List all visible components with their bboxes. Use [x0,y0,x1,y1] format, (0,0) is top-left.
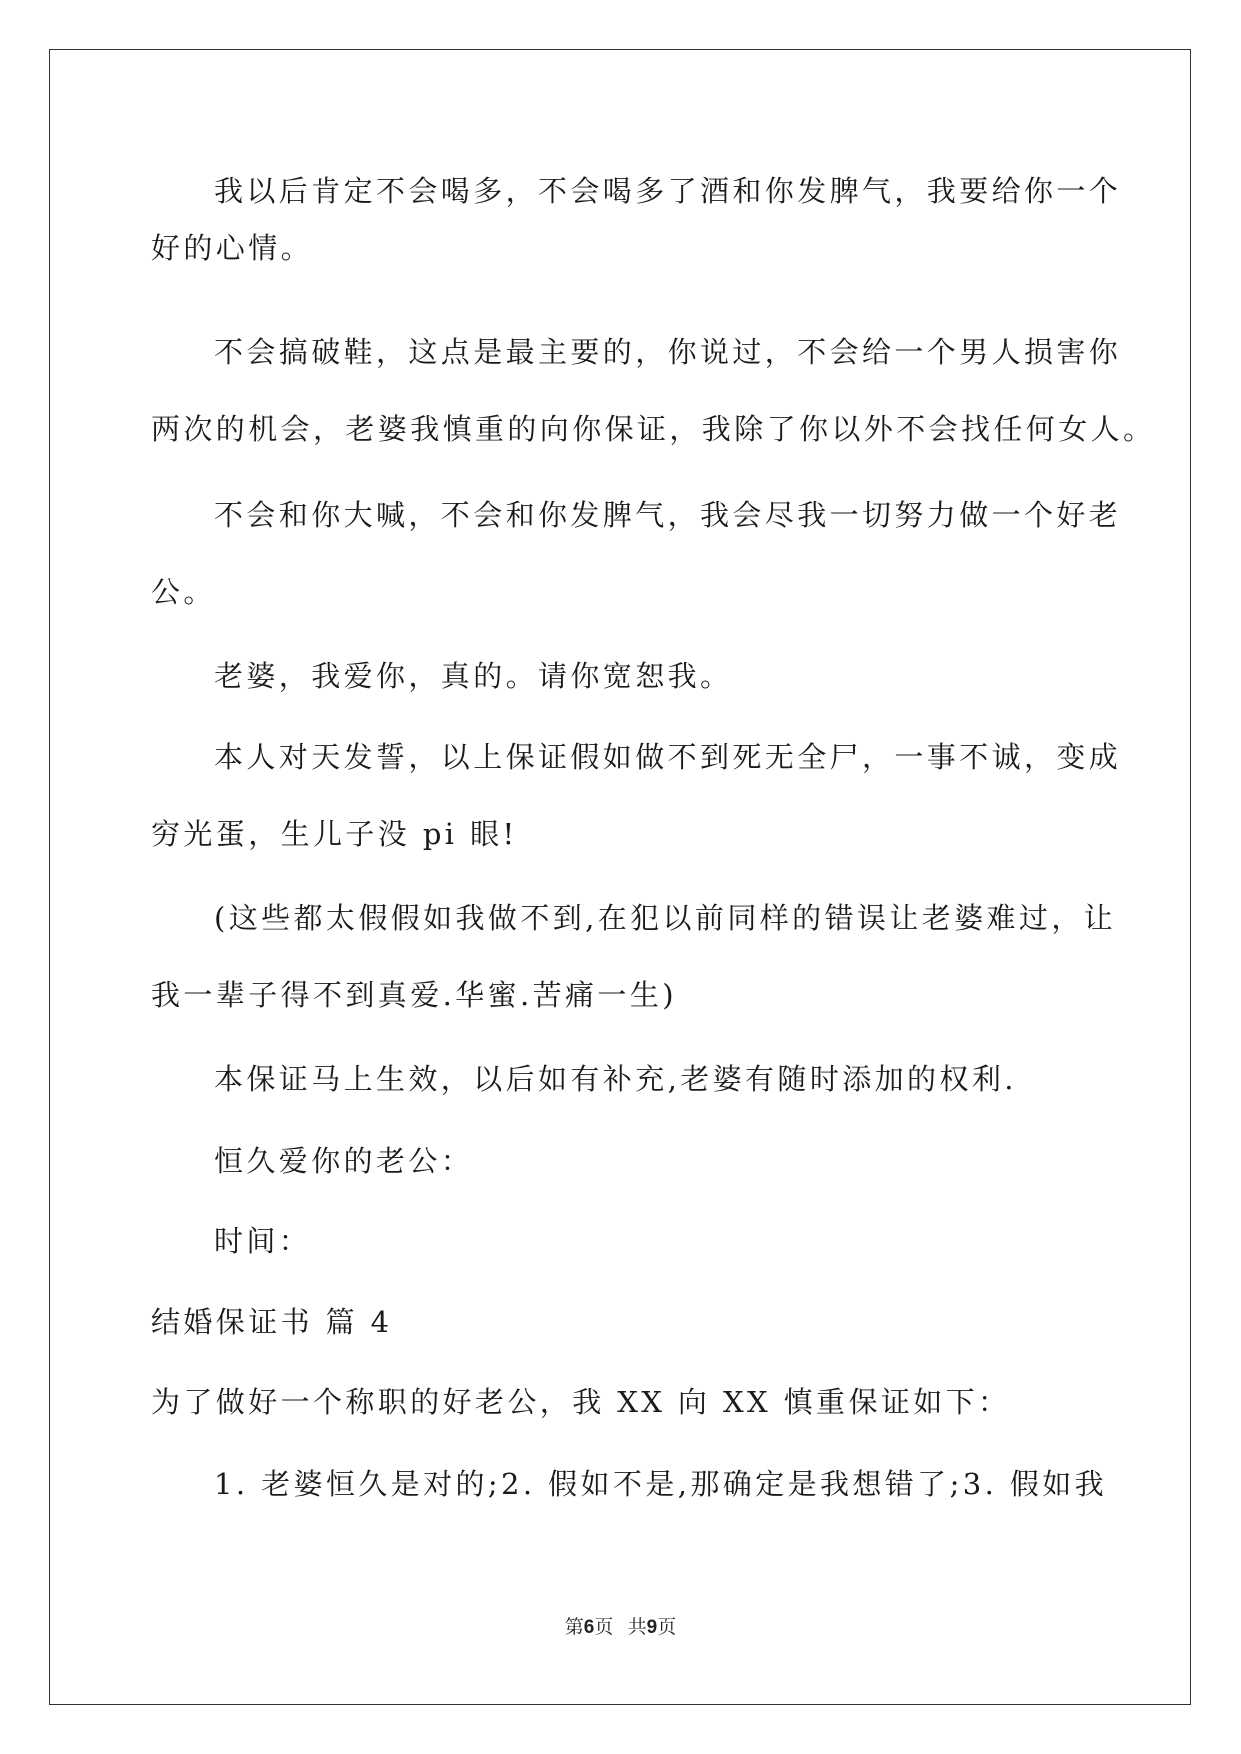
total-page-number: 9 [646,1617,658,1638]
paragraph-line: 公。 [151,575,216,609]
paragraph-line: 老婆，我爱你，真的。请你宽恕我。 [214,659,733,693]
footer-prefix: 第 [564,1617,584,1638]
paragraph-line: 不会搞破鞋，这点是最主要的，你说过，不会给一个男人损害你 [214,335,1122,369]
paragraph-line: 恒久爱你的老公： [214,1144,474,1178]
section-heading: 结婚保证书 篇 4 [151,1305,393,1339]
paragraph-line: 本保证马上生效，以后如有补充,老婆有随时添加的权利. [214,1062,1017,1096]
paragraph-line: (这些都太假假如我做不到,在犯以前同样的错误让老婆难过，让 [214,901,1117,935]
paragraph-line: 本人对天发誓，以上保证假如做不到死无全尸，一事不诚，变成 [214,740,1122,774]
footer-middle: 页 共 [594,1617,647,1638]
footer-suffix: 页 [657,1617,677,1638]
paragraph-line: 1. 老婆恒久是对的;2. 假如不是,那确定是我想错了;3. 假如我 [214,1467,1108,1501]
paragraph-line: 不会和你大喊，不会和你发脾气，我会尽我一切努力做一个好老 [214,498,1122,532]
paragraph-line: 我一辈子得不到真爱.华蜜.苦痛一生) [151,978,677,1012]
page-footer [0,1612,1241,1639]
paragraph-line: 时间： [214,1224,312,1258]
paragraph-line: 我以后肯定不会喝多，不会喝多了酒和你发脾气，我要给你一个 [214,174,1122,208]
paragraph-line: 穷光蛋，生儿子没 pi 眼! [151,817,518,851]
paragraph-line: 好的心情。 [151,231,314,265]
current-page-number: 6 [583,1617,595,1638]
paragraph-line: 为了做好一个称职的好老公，我 XX 向 XX 慎重保证如下： [151,1385,1011,1419]
page-border [49,49,1191,1705]
paragraph-line: 两次的机会，老婆我慎重的向你保证，我除了你以外不会找任何女人。 [151,412,1156,446]
